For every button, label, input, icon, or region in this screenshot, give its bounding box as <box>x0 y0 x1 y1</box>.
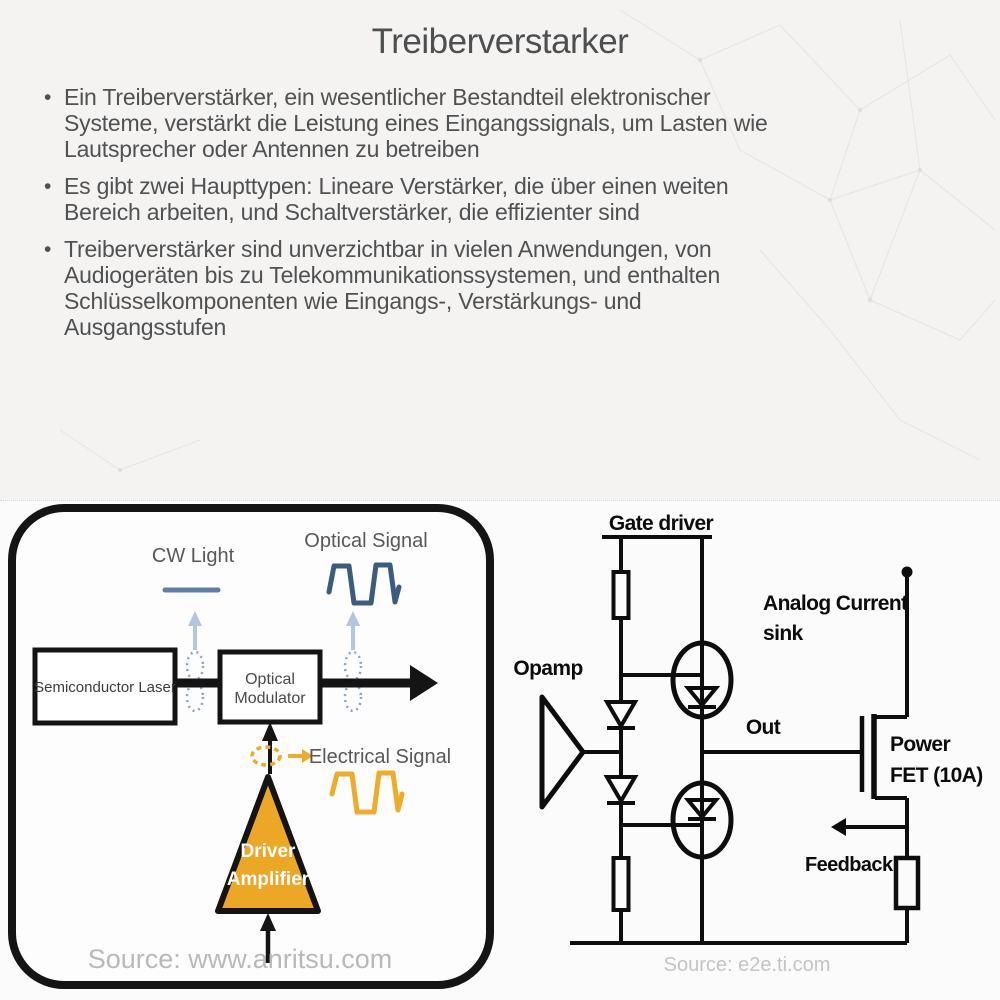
diode <box>607 702 635 728</box>
gate-driver-circuit-diagram <box>500 500 1000 1000</box>
feedback-resistor <box>896 858 918 908</box>
diode <box>607 777 635 803</box>
power-fet-label-line1: Power <box>890 733 951 756</box>
power-fet-label-line2: FET (10A) <box>890 764 983 787</box>
optical-modulator-label-line2: Modulator <box>234 690 306 707</box>
feedback-label: Feedback <box>805 854 893 876</box>
gate-driver-label: Gate driver <box>608 512 714 535</box>
bullet-text: • Ein Treiberverstärker, ein wesentlicher Bestandteil elektronischer Systeme, verstärkt die Leistung eines Eingangssignals, um Lasten wie Lautsprecher oder Antennen zu betreiben <box>64 84 768 162</box>
power-fet-symbol <box>862 714 874 799</box>
list-item <box>44 173 964 225</box>
analog-current-sink-label-line1: Analog Current <box>763 592 908 615</box>
supply-node-dot <box>902 567 913 578</box>
source-credit: Source: e2e.ti.com <box>663 954 831 976</box>
list-item <box>44 236 964 340</box>
source-credit: Source: www.anritsu.com <box>87 944 393 974</box>
optical-modulator-label-line1: Optical <box>245 671 295 688</box>
analog-current-sink-label-line2: sink <box>763 622 803 645</box>
semiconductor-laser-label: Semiconductor Laser <box>34 679 176 696</box>
bullet-list <box>44 84 964 351</box>
opamp-triangle <box>542 697 583 807</box>
page-title: Treiberverstarker <box>371 22 629 61</box>
opamp-label: Opamp <box>513 657 583 680</box>
arrow-left-icon <box>831 818 846 836</box>
bullet-text: • Es gibt zwei Haupttypen: Lineare Verstärker, die über einen weiten Bereich arbeiten, und Schaltverstärker, die effizienter sind <box>64 173 729 225</box>
bullet-text: • Treiberverstärker sind unverzichtbar in vielen Anwendungen, von Audiogeräten bis zu Telekommunikationssystemen, und enthalten Schlüsselkomponenten wie Eingangs-, Verstärkungs- und Ausgangsstufen <box>64 236 721 340</box>
cw-light-label: CW Light <box>151 545 235 567</box>
out-label: Out <box>745 716 781 739</box>
driver-amplifier-label-line1: Driver <box>240 841 296 862</box>
driver-amplifier-label-line2: Amplifier <box>226 869 310 890</box>
list-item <box>44 84 964 162</box>
resistor <box>614 572 629 618</box>
optical-signal-label: Optical Signal <box>304 530 428 552</box>
resistor <box>614 858 629 910</box>
optical-modulator-diagram <box>0 500 500 1000</box>
electrical-signal-label: Electrical Signal <box>308 746 452 768</box>
